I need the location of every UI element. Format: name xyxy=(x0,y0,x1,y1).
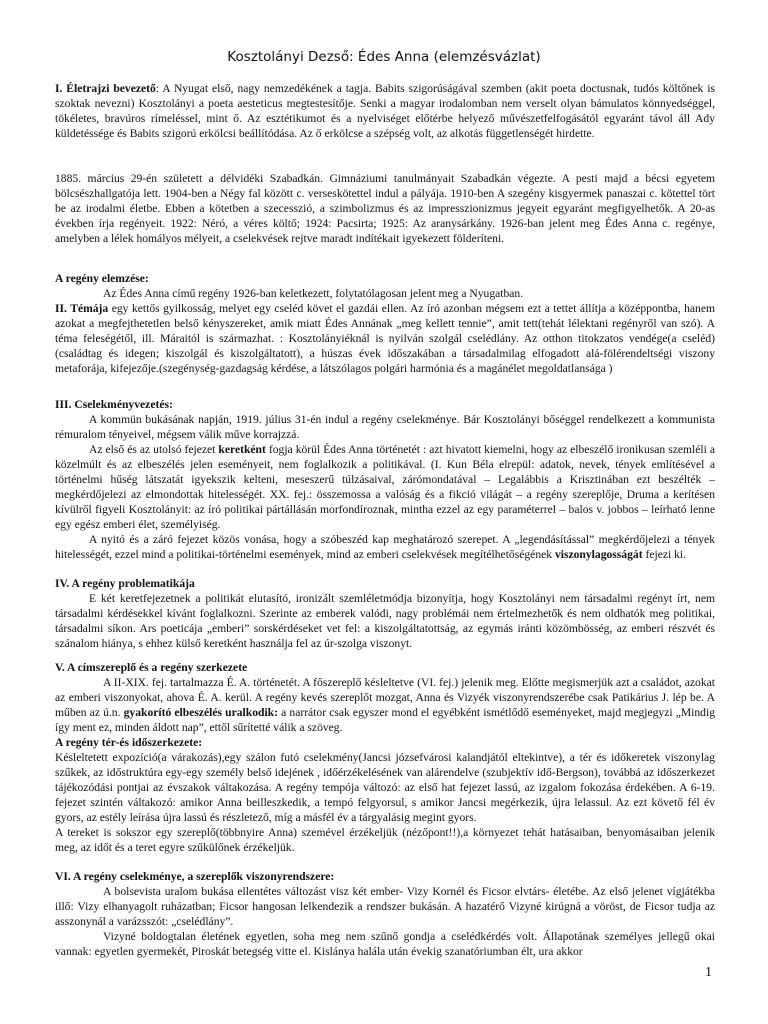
analysis-paragraph: Az Édes Anna című regény 1926-ban keletkezett, folytatólagosan jelent meg a Nyugatban. xyxy=(103,287,524,300)
space-perception-paragraph: A tereket is sokszor egy szereplő(többnyire Anna) szemével érzékeljük (nézőpont!!),a környezet tehát hatásaiban, benyomásaiban jelenik meg, az időt és a teret egyre szűkülőnek érzékeljük. xyxy=(55,826,715,854)
section-heading: VI. A regény cselekménye, a szereplők viszonyrendszere: xyxy=(55,870,335,883)
subsection-heading: A regény tér-és időszerkezete: xyxy=(55,736,203,749)
emphasis-text: gyakorító elbeszélés uralkodik: xyxy=(123,706,278,719)
section-biography-intro xyxy=(55,81,715,141)
page-number: 1 xyxy=(705,965,712,980)
problematics-paragraph: E két keretfejezetnek a politikát elutasító, ironizált szemléletmódja bizonyítja, hogy Kosztolányi nem társadalmi regényt írt, nem társadalmi kérdésekkel kívánt foglalkozni. Szerinte az emberek valódi, nagy problémái nem értelmezhetők és nem oldhatók meg politikai, társadalmi síkon. Ars poeticája „emberi” sorskérdéseket vet fel: a kiszolgáltatottság, az egymás iránti közömbösség, az emberi részvét és szánalom hiánya, s ehhez külső keretként használja fel az úr-szolga viszonyt. xyxy=(55,592,715,650)
characters-paragraph-2: Vizyné boldogtalan életének egyetlen, soha meg nem szűnő gondja a cselédkérdés volt. Állapotának személyes jellegű okai vannak: egyetlen gyermekét, Piroskát betegség vitte el. Kislánya halála után évekig szanatóriumban élt, ura akkor xyxy=(55,930,715,958)
section-heading: A regény elemzése: xyxy=(55,272,149,285)
plot-paragraph-1: A kommün bukásának napján, 1919. július 31-én indul a regény cselekménye. Bár Kosztolányi bőséggel rendelkezett a kommunista rémuralom tényeivel, mégsem válik műve korrajzzá. xyxy=(55,413,715,441)
biography-intro-paragraph xyxy=(55,81,715,141)
characters-paragraph-1: A bolsevista uralom bukása ellentétes változást visz két ember- Vizy Kornél és Ficsor elvtárs- életébe. Az első jelenet vígjátékba illő: Vizy elhanyagolt ruházatban; Ficsor hangosan lelkendezik a rendszer bukásán. A hazatérő Vizyné kirúgná a vöröst, de Ficsor tudja az asszonynál a varázsszót: „cselédlány”. xyxy=(55,885,715,928)
section-heading: IV. A regény problematikája xyxy=(55,577,195,590)
section-novel-analysis xyxy=(55,271,715,376)
paragraph-text: a narrátor csak egyszer mond el egyébként ismétlődő eseményeket, majd megjegyzi „Mindig így ment ez, minden áldott nap”, ettől sűrítetté válik a szöveg. xyxy=(55,706,715,734)
paragraph-text: fejezi ki. xyxy=(642,548,687,561)
section-plot-structure xyxy=(55,397,715,562)
life-data-paragraph: 1885. március 29-én született a délvidéki Szabadkán. Gimnáziumi tanulmányait Szabadkán végezte. A pesti majd a bécsi egyetem bölcsészhallgatója lett. 1904-ben a Négy fal között c. verseskötettel indul a pályája. 1910-ben A szegény kisgyermek panaszai c. kötettel tört be az irodalmi életbe. Ebben a kötetben a szecesszió, a szimbolizmus és az impresszionizmus jegyeit egyaránt megfigyelhetők. A 20-as években írja regényeit. 1922: Néró, a véres költő; 1924: Pacsirta; 1925: Az aranysárkány. 1926-ban jelent meg Édes Anna c. regénye, amelyben a lélek homályos mélyeit, a cselekvések rejtve maradt indítékait igyekezett földeríteni. xyxy=(55,172,715,245)
paragraph-text: egy kettős gyilkosság, melyet egy cseléd követ el gazdái ellen. Az író azonban mégsem ezt a tettet állítja a középpontba, hanem azokat a megfejthetetlen belső kényszereket, amik miatt Édes Annának „meg kellett tennie”, amit tett(tehát lélektani regényről van szó). A téma feleségétől, ill. Máraitól is származhat. : Kosztolányiéknál is nyilván szolgál cselédlány. Az otthon titokzatos vendége(a cseléd)(családtag és idegen; kiszolgál és kiszolgáltatott), a húszas évek időszakában a társadalmilag elfogadott alá-fölérendeltségi viszony metaforája, kifejezője.(szegénység-gazdagság kérdése, a látszólagos polgári harmónia és a magánélet megoldatlansága ) xyxy=(55,302,715,375)
paragraph-text: fogja körül Édes Anna történetét : azt hivatott kiemelni, hogy az elbeszélő ironikusan szemléli a közelmúlt és az elbeszélés jelen eseményeit, nem foglalkozik a politikával. (I. Kun Béla elrepül: adatok, nevek, tények említésével a történelmi hűség látszatát igyekszik kelteni, meseszerű túlzásaival, zárómondatával – Legalábbis a Krisztinában ezt beszélték – megkérdőjelezi az elmondottak hitelességét. XX. fej.: összemossa a valóság és a fikció világát – a regény szereplője, Druma a kerítésen kívülről figyeli Kosztolányit: az író politikai pártállásán morfondíroznak, mintha ezzel az egy paraméterrel – balos v. jobbos – leírható lenne egy egész emberi élet, személyiség. xyxy=(55,443,716,531)
section-life-data xyxy=(55,171,715,246)
section-structure xyxy=(55,660,715,855)
document-title: Kosztolányi Dezső: Édes Anna (elemzésvázlat) xyxy=(227,49,541,65)
plot-paragraph-3 xyxy=(55,532,715,562)
paragraph-text: : A Nyugat első, nagy nemzedékének a tagja. Babits szigorúságával szemben (akit poeta doctusnak, tudós költőnek is szoktak nevezni) Kosztolányi a poeta aesteticus megtestesítője. Senki a magyar irodalomban nem verselt olyan bámulatos könnyedséggel, tökéletes, bravúros rímeléssel, mint ő. Az esztétikumot és a nyelviséget előtérbe helyező művészetfelfogásától egyaránt távol áll Ady küldetéssége és Babits szigorú erkölcsi beállítódása. Az ő erkölcse a szépség volt, az alkotás függetlenségét hirdette. xyxy=(55,82,715,140)
emphasis-text: keretként xyxy=(218,443,266,456)
plot-paragraph-2 xyxy=(55,442,715,532)
section-characters xyxy=(55,869,715,959)
structure-paragraph xyxy=(55,675,715,735)
theme-paragraph xyxy=(55,301,715,376)
emphasis-text: viszonylagosságát xyxy=(554,548,643,561)
paragraph-text: A nyitó és a záró fejezet közös vonása, hogy a szóbeszéd kap meghatározó szerepet. A „legendásítással” megkérdőjelezi a tények hitelességét, ezzel mind a politikai-történelmi események, mind az emberi cselekvések megítélhetőségének xyxy=(55,533,715,561)
section-problematics xyxy=(55,576,715,651)
section-heading: I. Életrajzi bevezető xyxy=(55,82,156,95)
paragraph-text: A II-XIX. fej. tartalmazza É. A. történetét. A főszereplő késleltetve (VI. fej.) jelenik meg. Előtte megismerjük azt a családot, azokat az emberi viszonyokat, ahova É. A. kerül. A regény kevés szereplőt mozgat, Anna és Vizyék viszonyrendszerébe csak Patikárius J. lép be. A műben az ú.n. xyxy=(55,676,715,719)
time-space-paragraph: Késleltetett expozíció(a várakozás),egy szálon futó cselekmény(Jancsi józsefvárosi kalandjától eltekintve), a tér és időkeretek viszonylag szűkek, az időstruktúra egy-egy személy belső idejének , időérzékelésének van alárendelve (szubjektív idő-Bergson), továbbá az időszerkezet tájékozódási pontjai az évszakok váltakozása. A regény tempója változó: az első hat fejezet lassú, az izgalom fokozása érdekében. A 6-19. fejezet szintén váltakozó: amikor Anna beilleszkedik, a tempó felgyorsul, s amikor Jancsi megérkezik, újra lelassul. Az ezt követő fél év gyors, az estély leírása újra lassú és részletező, míg a másfél év a tárgyalásig megint gyors. xyxy=(55,751,715,824)
theme-heading: II. Témája xyxy=(55,302,109,315)
section-heading: III. Cselekményvezetés: xyxy=(55,398,173,411)
section-heading: V. A címszereplő és a regény szerkezete xyxy=(55,661,248,674)
paragraph-text: Az első és az utolsó fejezet xyxy=(89,443,219,456)
